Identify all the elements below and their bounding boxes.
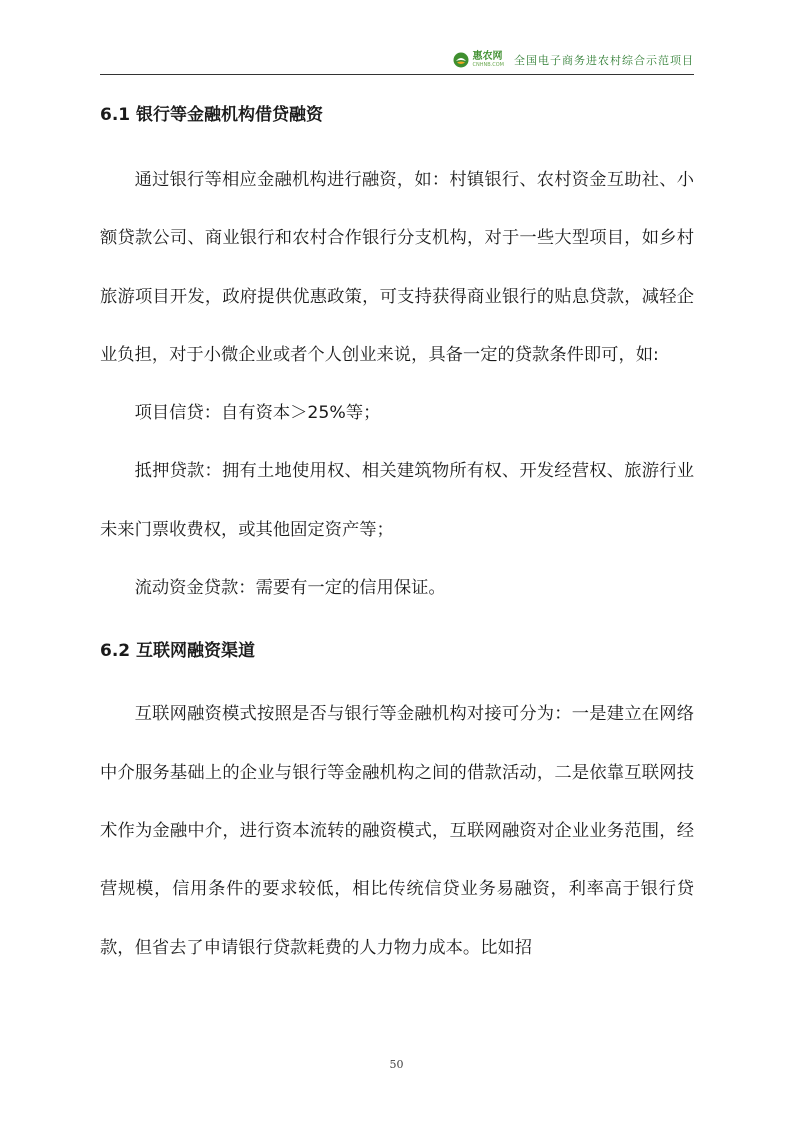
logo-wordmark (473, 52, 505, 68)
list-item: 抵押贷款：拥有土地使用权、相关建筑物所有权、开发经营权、旅游行业未来门票收费权，或其他固定资产等； (100, 461, 694, 540)
logo-chinese-name: 惠农网 (472, 51, 503, 62)
document-body (100, 93, 694, 977)
section-internet-financing (100, 629, 694, 976)
logo-english-name: CNHNB.COM (472, 62, 504, 68)
page-header (100, 48, 694, 74)
body-paragraph: 通过银行等相应金融机构进行融资，如：村镇银行、农村资金互助社、小额贷款公司、商业银行和农村合作银行分支机构，对于一些大型项目，如乡村旅游项目开发，政府提供优惠政策，可支持获得商业银行的贴息贷款，减轻企业负担，对于小微企业或者个人创业来说，具备一定的贷款条件即可，如: (100, 170, 694, 365)
list-item: 流动资金贷款：需要有一定的信用保证。 (134, 578, 446, 599)
body-paragraph: 互联网融资模式按照是否与银行等金融机构对接可分为：一是建立在网络中介服务基础上的企业与银行等金融机构之间的借款活动，二是依靠互联网技术作为金融中介，进行资本流转的融资模式，互联网融资对企业业务范围，经营规模，信用条件的要求较低，相比传统信贷业务易融资，利率高于银行贷款，但省去了申请银行贷款耗费的人力物力成本。比如招 (100, 704, 694, 958)
header-title: 全国电子商务进农村综合示范项目 (514, 54, 694, 67)
huinong-logo-icon (453, 52, 469, 68)
header-branding (453, 52, 695, 68)
section-bank-financing (100, 93, 694, 617)
section-heading: 6.2 互联网融资渠道 (100, 641, 256, 662)
section-heading: 6.1 银行等金融机构借贷融资 (100, 105, 324, 125)
list-item: 项目信贷：自有资本＞25%等； (134, 403, 381, 424)
header-divider (100, 74, 694, 75)
page-number: 50 (389, 1058, 404, 1071)
